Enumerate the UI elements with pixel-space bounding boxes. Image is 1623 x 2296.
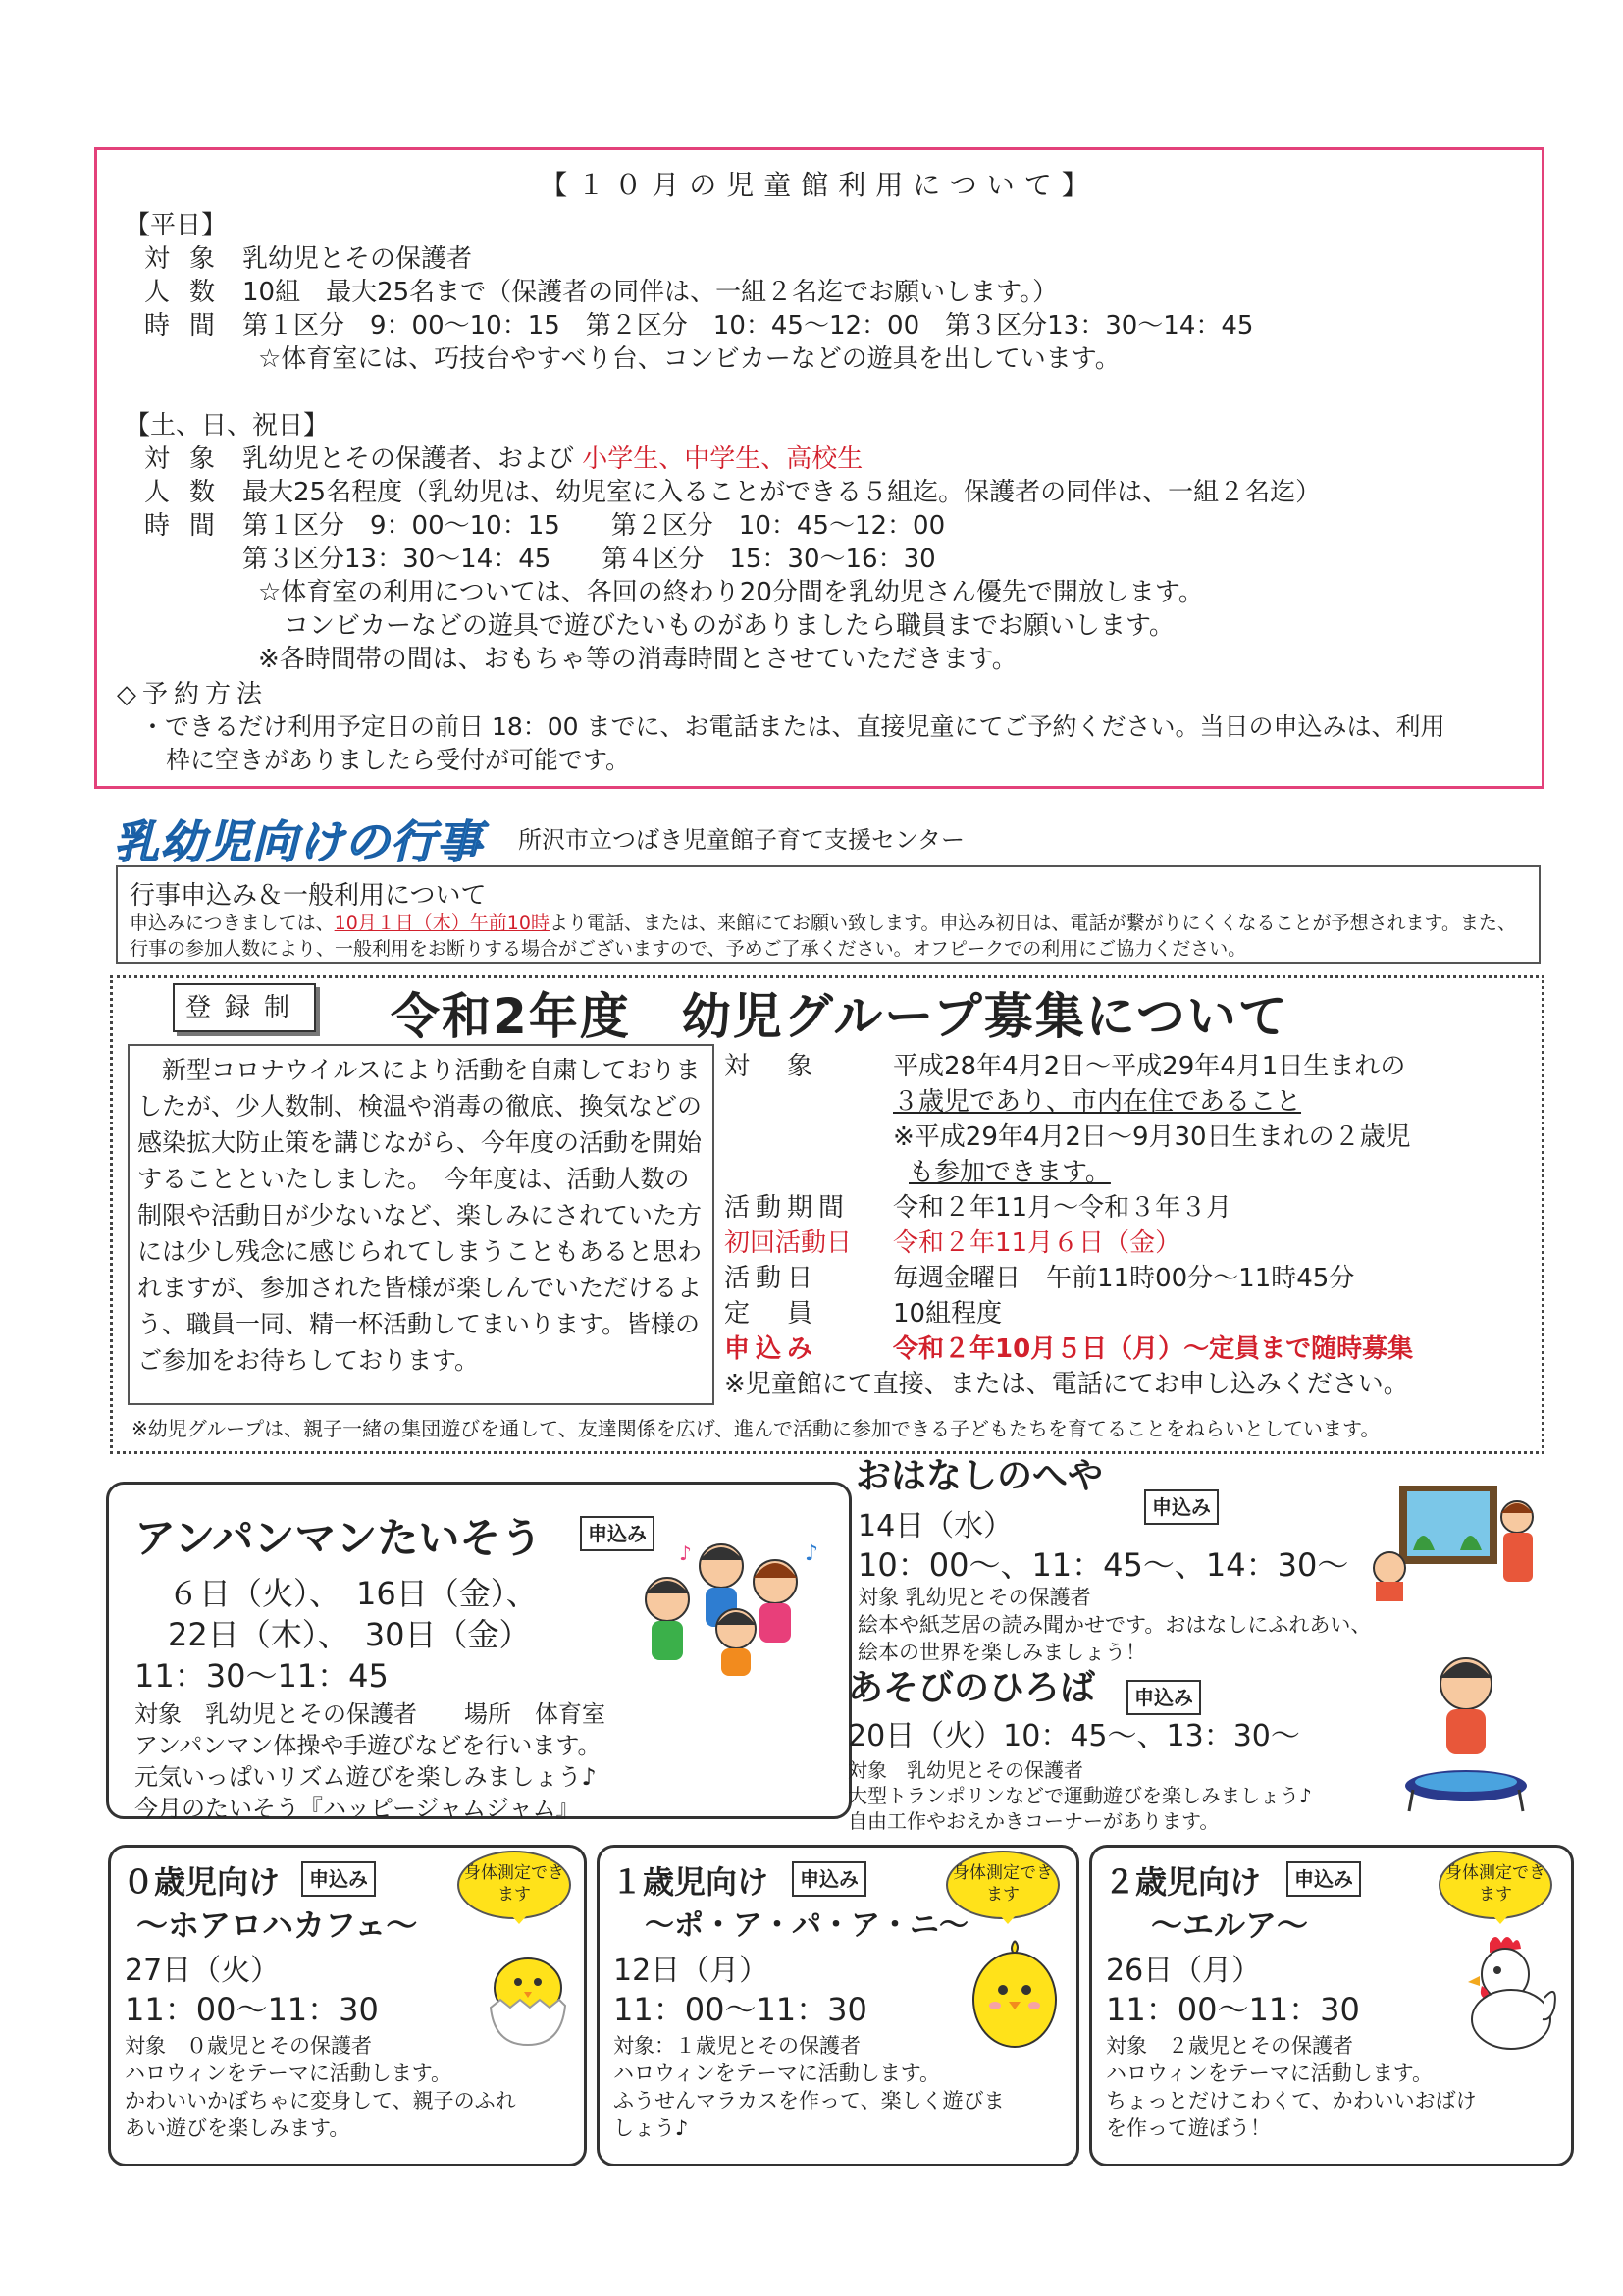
card-age-0-target: 対象 ０歳児とその保護者	[125, 2034, 372, 2058]
group-target-2: ３歳児であり、市内在住であること	[893, 1087, 1302, 1117]
ohanashi-apply-tag: 申込み	[1144, 1489, 1219, 1525]
holiday-time: 時間 第１区分 9：00〜10：15 第２区分 10：45〜12：00	[144, 511, 946, 541]
card-age-1-bubble: 身体測定できます	[946, 1851, 1060, 1919]
holiday-target: 対象 乳幼児とその保護者、および 小学生、中学生、高校生	[144, 444, 864, 474]
card-age-1-target: 対象：１歳児とその保護者	[613, 2034, 861, 2058]
holiday-note-1: ☆体育室の利用については、各回の終わり20分間を乳幼児さん優先で開放します。	[258, 578, 1204, 607]
card-age-2-desc-2: ちょっとだけこわくて、かわいいおばけ	[1106, 2089, 1477, 2113]
anpanman-desc-1: アンパンマン体操や手遊びなどを行います。	[134, 1732, 602, 1759]
anpanman-dates-1: ６日（火）、 16日（金）、	[168, 1575, 538, 1612]
ohanashi-target: 対象 乳幼児とその保護者	[858, 1586, 1091, 1609]
ohanashi-desc-1: 絵本や紙芝居の読み聞かせです。おはなしにふれあい、	[858, 1613, 1372, 1637]
weekday-target: 対象 乳幼児とその保護者	[144, 244, 473, 274]
group-footnote: ※幼児グループは、親子一緒の集団遊びを通して、友達関係を広げ、進んで活動に参加できる子どもたちを育てることをねらいとしています。	[131, 1417, 1381, 1440]
notice-box	[116, 865, 1541, 964]
card-age-1-apply-tag: 申込み	[792, 1861, 866, 1897]
reserve-line-2: 枠に空きがありましたら受付が可能です。	[166, 746, 631, 774]
anpanman-desc-2: 元気いっぱいリズム遊びを楽しみましょう♪	[134, 1763, 597, 1791]
holiday-time-2: 第３区分13：30〜14：45 第４区分 15：30〜16：30	[242, 545, 936, 574]
ohanashi-date: 14日（水）	[858, 1509, 1014, 1543]
anpanman-info: 対象 乳幼児とその保護者 場所 体育室	[134, 1700, 605, 1728]
card-age-2-apply-tag: 申込み	[1286, 1861, 1361, 1897]
card-age-2-target: 対象 ２歳児とその保護者	[1106, 2034, 1353, 2058]
usage-title: 【１０月の児童館利用について】	[540, 169, 1099, 201]
holiday-count: 人数 最大25名程度（乳幼児は、幼児室に入ることができる５組迄。保護者の同伴は、一組２名迄）	[144, 478, 1322, 507]
card-age-0-desc-1: ハロウィンをテーマに活動します。	[125, 2061, 452, 2085]
hatching-chick-icon	[481, 1939, 575, 2047]
events-title: 乳幼児向けの行事	[114, 815, 483, 868]
picture-book-illustration	[1370, 1478, 1539, 1601]
weekday-note: ☆体育室には、巧技台やすべり台、コンビカーなどの遊具を出しています。	[258, 344, 1121, 374]
group-apply: 申込み 令和２年10月５日（月）〜定員まで随時募集	[724, 1334, 1414, 1364]
card-age-2-subtitle: 〜エルア〜	[1151, 1906, 1309, 1944]
group-target-3: ※平成29年4月2日〜9月30日生まれの２歳児	[893, 1122, 1411, 1152]
group-title: 令和2年度 幼児グループ募集について	[391, 988, 1289, 1045]
card-age-1-date: 12日（月）	[613, 1954, 769, 1988]
anpanman-title: アンパンマンたいそう	[134, 1514, 543, 1562]
anpanman-desc-3: 今月のたいそう『ハッピージャムジャム』	[134, 1795, 580, 1822]
card-age-2-time: 11：00〜11：30	[1106, 1991, 1360, 2028]
card-age-2-bubble: 身体測定できます	[1439, 1851, 1552, 1919]
asobi-title: あそびのひろば	[848, 1668, 1096, 1708]
svg-text:♪: ♪	[679, 1541, 692, 1565]
ohanashi-time: 10：00〜、11：45〜、14：30〜	[858, 1546, 1349, 1584]
card-age-0-desc-2: かわいいかぼちゃに変身して、親子のふれ	[125, 2089, 516, 2113]
events-subtitle: 所沢市立つばき児童館子育て支援センター	[518, 826, 966, 854]
card-age-1-title: １歳児向け	[611, 1863, 769, 1901]
weekday-time: 時間 第１区分 9：00〜10：15 第２区分 10：45〜12：00 第３区分13：30〜14：45	[144, 311, 1254, 340]
card-age-0-date: 27日（火）	[125, 1954, 281, 1988]
group-description: 新型コロナウイルスにより活動を自粛しておりましたが、少人数制、検温や消毒の徹底、換気などの感染拡大防止策を講じながら、今年度の活動を開始することといたしました。 今年度は、活動人数の制限や活動日が少ないなど、楽しみにされていた方には少し残念に感じられてしまうこともあると思われますが、参加された皆様が楽しんでいただけるよう、職員一同、精一杯活動してまいります。皆様のご参加をお待ちしております。	[128, 1044, 714, 1405]
card-age-0-title: ０歳児向け	[123, 1863, 281, 1901]
card-age-2-desc-1: ハロウィンをテーマに活動します。	[1106, 2061, 1434, 2085]
card-age-0-desc-3: あい遊びを楽しみます。	[125, 2116, 350, 2140]
registration-badge: 登録制	[173, 983, 316, 1032]
card-age-0-subtitle: 〜ホアロハカフェ〜	[136, 1906, 418, 1944]
card-age-1-desc-2: ふうせんマラカスを作って、楽しく遊びま	[613, 2089, 1005, 2113]
group-target-4: も参加できます。	[909, 1158, 1111, 1187]
notice-body: 申込みにつきましては、10月１日（木）午前10時より電話、または、来館にてお願い致します。申込み初日は、電話が繋がりにくくなることが予想されます。また、行事の参加人数により、一般利用をお断りする場合がございますので、予めご了承ください。オフピークでの利用にご協力ください。	[130, 913, 1516, 960]
asobi-apply-tag: 申込み	[1126, 1680, 1201, 1715]
group-apply-note: ※児童館にて直接、または、電話にてお申し込みください。	[724, 1370, 1409, 1399]
usage-info-box	[94, 147, 1544, 789]
anpanman-dates-2: 22日（木）、 30日（金）	[168, 1616, 531, 1653]
group-first-day: 初回活動日 令和２年11月６日（金）	[724, 1228, 1181, 1258]
asobi-desc-1: 大型トランポリンなどで運動遊びを楽しみましょう♪	[848, 1784, 1312, 1807]
card-age-0-time: 11：00〜11：30	[125, 1991, 379, 2028]
asobi-target: 対象 乳幼児とその保護者	[848, 1758, 1083, 1782]
ohanashi-title: おはなしのへや	[856, 1456, 1104, 1496]
notice-heading: 行事申込み＆一般利用について	[130, 881, 487, 911]
anpanman-apply-tag: 申込み	[580, 1516, 654, 1551]
card-age-1-desc-3: しょう♪	[613, 2116, 689, 2140]
holiday-note-2: コンビカーなどの遊具で遊びたいものがありましたら職員までお願いします。	[284, 611, 1175, 641]
holiday-heading: 【土、日、祝日】	[125, 411, 330, 441]
group-period: 活動期間 令和２年11月〜令和３年３月	[724, 1193, 1232, 1223]
card-age-0-bubble: 身体測定できます	[457, 1851, 571, 1919]
anpanman-time: 11：30〜11：45	[134, 1657, 389, 1695]
holiday-note-3: ※各時間帯の間は、おもちゃ等の消毒時間とさせていただきます。	[258, 645, 1018, 674]
group-capacity: 定 員 10組程度	[724, 1299, 1003, 1329]
group-activity-day: 活動日 毎週金曜日 午前11時00分〜11時45分	[724, 1264, 1355, 1293]
chick-icon	[966, 1935, 1064, 2053]
reserve-heading: ◇予約方法	[117, 680, 268, 709]
card-age-1-desc-1: ハロウィンをテーマに活動します。	[613, 2061, 941, 2085]
weekday-heading: 【平日】	[125, 211, 228, 240]
card-age-1-subtitle: 〜ポ・ア・パ・ア・ニ〜	[645, 1908, 969, 1943]
group-target: 対 象 平成28年4月2日〜平成29年4月1日生まれの	[724, 1052, 1406, 1081]
card-age-1-time: 11：00〜11：30	[613, 1991, 867, 2028]
trampoline-child-illustration	[1399, 1648, 1533, 1815]
card-age-2-title: ２歳児向け	[1104, 1863, 1262, 1901]
asobi-datetime: 20日（火）10：45〜、13：30〜	[848, 1719, 1300, 1753]
card-age-0-apply-tag: 申込み	[301, 1861, 376, 1897]
reserve-line-1: ・できるだけ利用予定日の前日 18：00 までに、お電話または、直接児童にてご予約ください。当日の申込みは、利用	[140, 712, 1445, 741]
ohanashi-desc-2: 絵本の世界を楽しみましょう！	[858, 1641, 1146, 1664]
asobi-desc-2: 自由工作やおえかきコーナーがあります。	[848, 1809, 1220, 1833]
card-age-2-desc-3: を作って遊ぼう！	[1106, 2116, 1271, 2140]
svg-text:♪: ♪	[805, 1541, 819, 1566]
children-dancing-illustration	[628, 1531, 834, 1678]
rooster-icon	[1450, 1929, 1560, 2055]
weekday-count: 人数 10組 最大25名まで（保護者の同伴は、一組２名迄でお願いします。）	[144, 278, 1059, 307]
card-age-2-date: 26日（月）	[1106, 1954, 1262, 1988]
